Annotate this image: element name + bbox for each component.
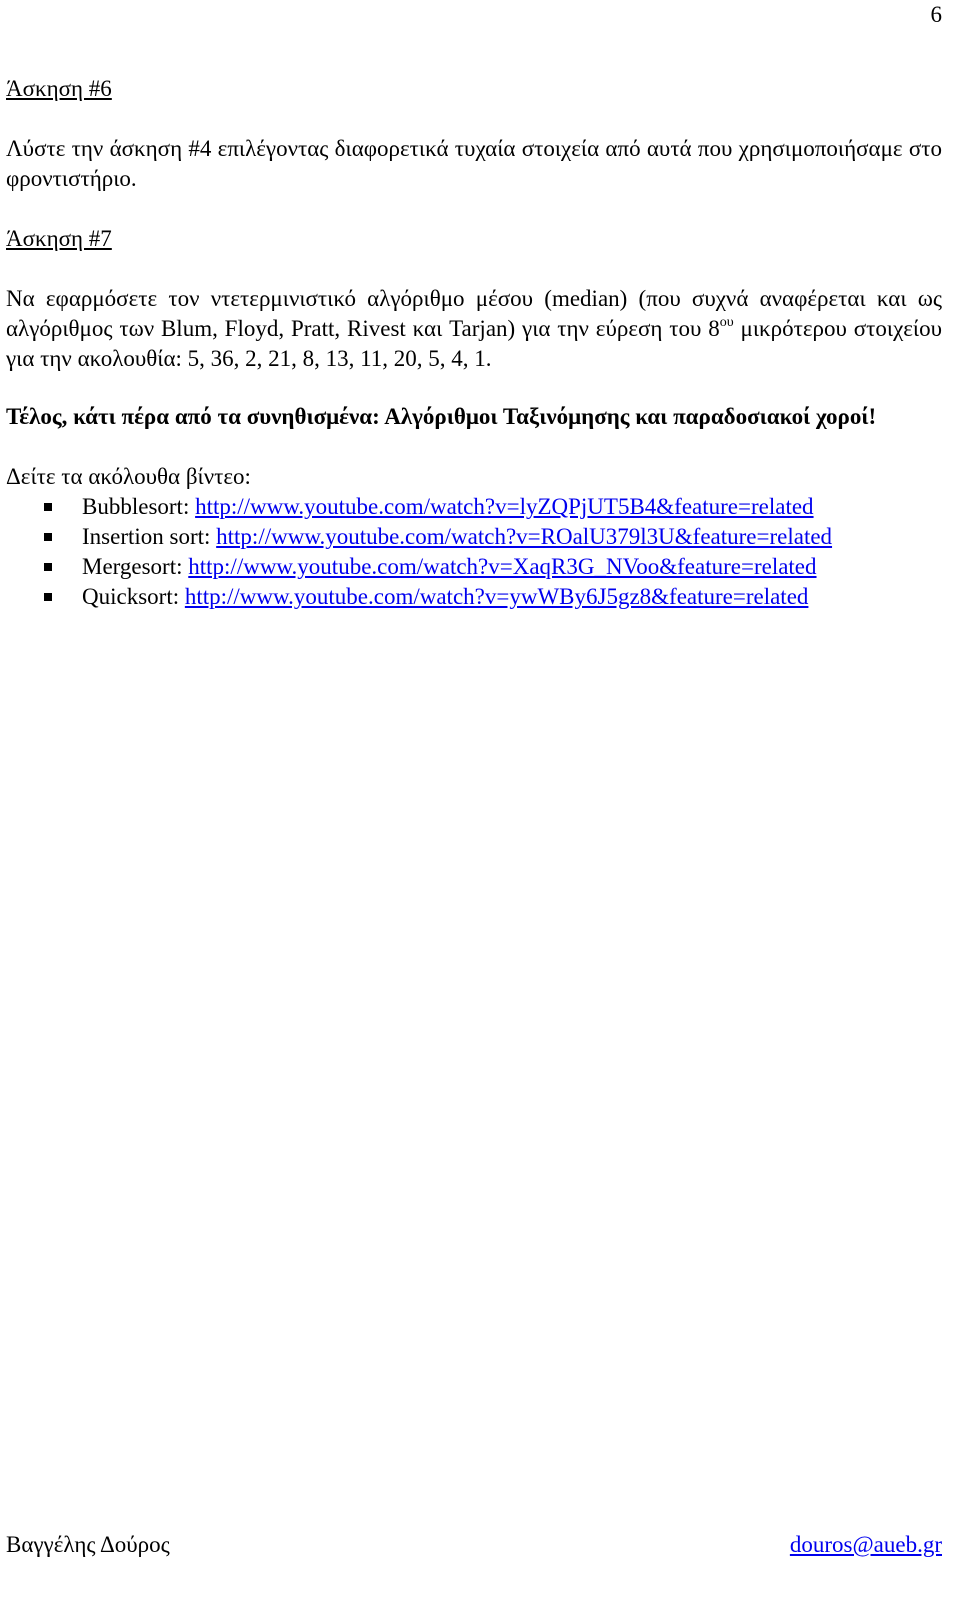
- square-bullet-icon: [44, 593, 52, 601]
- spacer: [6, 104, 942, 134]
- footer-author: Βαγγέλης Δούρος: [6, 1532, 170, 1557]
- video-link-bubblesort[interactable]: http://www.youtube.com/watch?v=lyZQPjUT5B4&feature=related: [195, 494, 814, 519]
- footer-email-link[interactable]: douros@aueb.gr: [789, 1532, 942, 1557]
- list-item: [6, 552, 942, 582]
- exercise-7-text: [6, 284, 942, 374]
- video-link-mergesort[interactable]: http://www.youtube.com/watch?v=XaqR3G_NVoo&feature=related: [188, 554, 817, 579]
- exercise-6-heading: Άσκηση #6: [6, 76, 112, 101]
- video-label: Insertion sort:: [82, 524, 217, 549]
- page-number: 6: [930, 2, 942, 27]
- exercise-7-text-sequence: μικρότερου στοιχείου για την ακολουθία: 5, 36, 2, 21, 8, 13, 11, 20, 5, 4, 1.: [6, 316, 943, 371]
- exercise-7-heading: Άσκηση #7: [6, 226, 112, 251]
- videos-intro: Δείτε τα ακόλουθα βίντεο:: [6, 464, 251, 489]
- spacer: [6, 254, 942, 284]
- list-item: [6, 582, 942, 612]
- video-label: Mergesort:: [82, 554, 189, 579]
- exercise-7-text-main: Να εφαρμόσετε τον ντετερμινιστικό αλγόριθμο μέσου (median) (που συχνά αναφέρεται και ως αλγόριθμος των Blum, Floyd, Pratt, Rivest και Tarjan) για την εύρεση του 8: [6, 286, 942, 341]
- spacer: [6, 194, 942, 224]
- video-label: Quicksort:: [82, 584, 185, 609]
- video-link-insertion-sort[interactable]: http://www.youtube.com/watch?v=ROalU379l3U&feature=related: [216, 524, 833, 549]
- document-body: [6, 74, 942, 612]
- square-bullet-icon: [44, 563, 52, 571]
- list-item: [6, 522, 942, 552]
- square-bullet-icon: [44, 503, 52, 511]
- finale-bold-text: Τέλος, κάτι πέρα από τα συνηθισμένα: Αλγόριθμοι Ταξινόμησης και παραδοσιακοί χοροί!: [6, 404, 877, 429]
- spacer: [6, 374, 942, 402]
- video-list: [6, 492, 942, 612]
- video-link-quicksort[interactable]: http://www.youtube.com/watch?v=ywWBy6J5gz8&feature=related: [184, 584, 809, 609]
- spacer: [6, 432, 942, 462]
- exercise-6-text: Λύστε την άσκηση #4 επιλέγοντας διαφορετικά τυχαία στοιχεία από αυτά που χρησιμοποιήσαμε στο φροντιστήριο.: [6, 136, 942, 191]
- list-item: [6, 492, 942, 522]
- ordinal-suffix: ου: [719, 315, 734, 330]
- video-label: Bubblesort:: [82, 494, 196, 519]
- square-bullet-icon: [44, 533, 52, 541]
